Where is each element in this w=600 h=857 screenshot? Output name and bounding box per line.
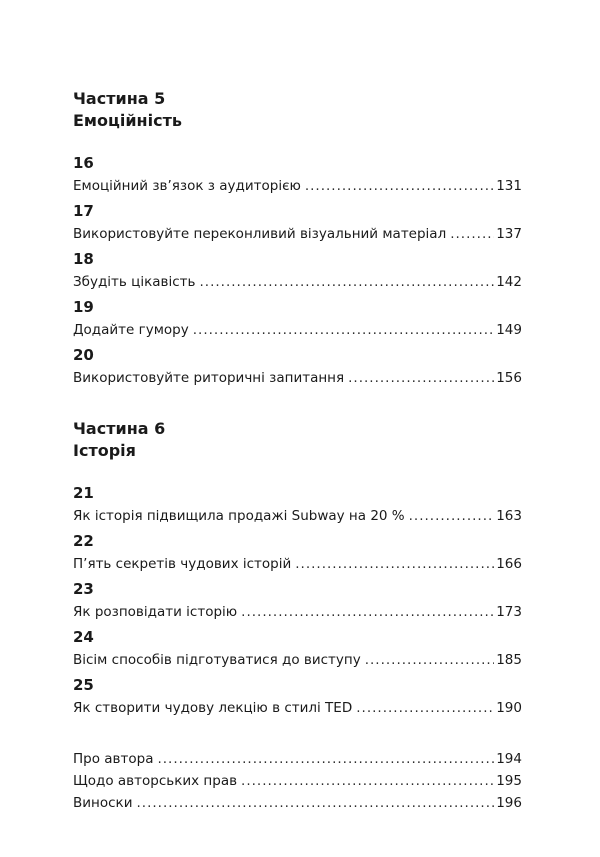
- chapter-title: Як історія підвищила продажі Subway на 20 %: [73, 508, 405, 524]
- chapter-number: 16: [73, 154, 94, 172]
- part-5: [73, 88, 522, 390]
- entry-title: Щодо авторських прав: [73, 773, 238, 789]
- page-number: 166: [496, 556, 522, 572]
- toc-entry[interactable]: [73, 248, 522, 294]
- part-label: Частина 6: [73, 419, 166, 438]
- entry-title: Виноски: [73, 795, 133, 811]
- dot-leader: [409, 504, 495, 528]
- part-title: Історія: [73, 441, 136, 460]
- dot-leader: [199, 270, 494, 294]
- page-number: 185: [496, 652, 522, 668]
- dot-leader: [365, 648, 495, 672]
- toc-entry[interactable]: [73, 200, 522, 246]
- toc-entry[interactable]: [73, 344, 522, 390]
- chapter-number: 19: [73, 298, 94, 316]
- toc-entry[interactable]: [73, 578, 522, 624]
- toc-entry[interactable]: [73, 626, 522, 672]
- chapter-number: 17: [73, 202, 94, 220]
- chapter-title: Використовуйте риторичні запитання: [73, 370, 345, 386]
- toc-entry[interactable]: [73, 674, 522, 720]
- table-of-contents: [73, 88, 522, 814]
- chapter-title: Емоційний зв’язок з аудиторією: [73, 178, 301, 194]
- toc-entry[interactable]: [73, 296, 522, 342]
- page-number: 156: [496, 370, 522, 386]
- dot-leader: [356, 696, 494, 720]
- chapter-title: Як розповідати історію: [73, 604, 238, 620]
- part-6: [73, 418, 522, 720]
- dot-leader: [305, 174, 494, 198]
- page-number: 196: [496, 795, 522, 811]
- chapter-number: 24: [73, 628, 94, 646]
- toc-entry[interactable]: [73, 792, 522, 814]
- toc-entry[interactable]: [73, 530, 522, 576]
- dot-leader: [157, 748, 494, 770]
- back-matter: [73, 748, 522, 814]
- chapter-number: 21: [73, 484, 94, 502]
- toc-entry[interactable]: [73, 748, 522, 770]
- chapter-number: 22: [73, 532, 94, 550]
- toc-entry[interactable]: [73, 770, 522, 792]
- chapter-number: 20: [73, 346, 94, 364]
- chapter-title: Вісім способів підготуватися до виступу: [73, 652, 361, 668]
- page-number: 137: [496, 226, 522, 242]
- chapter-title: Додайте гумору: [73, 322, 189, 338]
- chapter-title: Використовуйте переконливий візуальний матеріал: [73, 226, 447, 242]
- chapter-number: 18: [73, 250, 94, 268]
- entry-title: Про автора: [73, 751, 154, 767]
- page-number: 195: [496, 773, 522, 789]
- page-number: 149: [496, 322, 522, 338]
- page-number: 131: [496, 178, 522, 194]
- toc-entry[interactable]: [73, 482, 522, 528]
- chapter-title: Як створити чудову лекцію в стилі TED: [73, 700, 353, 716]
- dot-leader: [193, 318, 494, 342]
- page-number: 194: [496, 751, 522, 767]
- dot-leader: [136, 792, 494, 814]
- chapter-title: Збудіть цікавість: [73, 274, 196, 290]
- part-title: Емоційність: [73, 111, 182, 130]
- dot-leader: [241, 600, 494, 624]
- dot-leader: [450, 222, 494, 246]
- part-label: Частина 5: [73, 89, 166, 108]
- chapter-number: 25: [73, 676, 94, 694]
- chapter-title: П’ять секретів чудових історій: [73, 556, 292, 572]
- chapter-number: 23: [73, 580, 94, 598]
- dot-leader: [295, 552, 494, 576]
- page-number: 173: [496, 604, 522, 620]
- toc-entry[interactable]: [73, 152, 522, 198]
- dot-leader: [241, 770, 494, 792]
- page-number: 142: [496, 274, 522, 290]
- page-number: 163: [496, 508, 522, 524]
- dot-leader: [348, 366, 494, 390]
- page-number: 190: [496, 700, 522, 716]
